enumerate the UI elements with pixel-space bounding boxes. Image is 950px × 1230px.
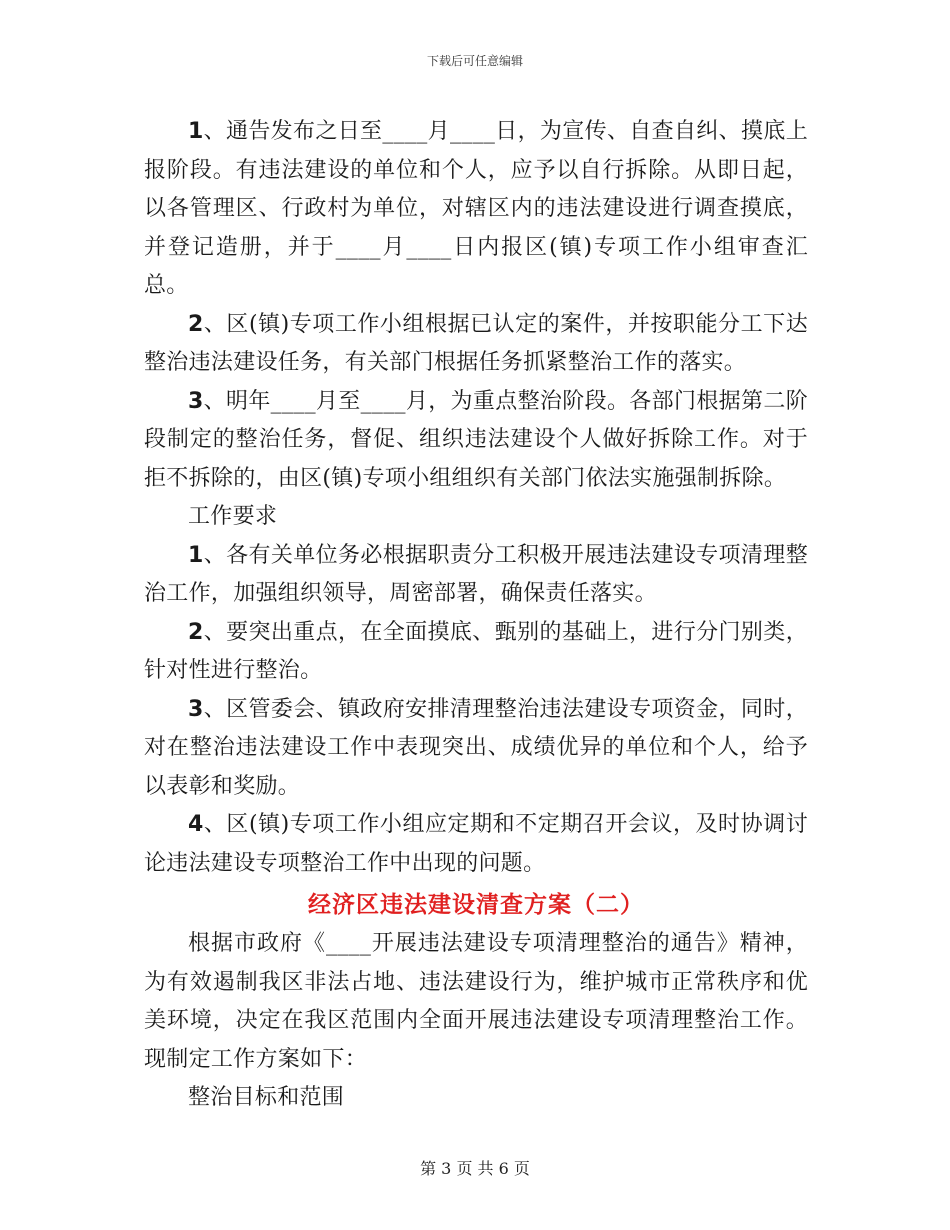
paragraph-text: 、区(镇)专项工作小组应定期和不定期召开会议，及时协调讨论违法建设专项整治工作中出现的问题。 <box>144 812 808 876</box>
paragraph-text: 、区管委会、镇政府安排清理整治违法建设专项资金，同时，对在整治违法建设工作中表现突出、成绩优异的单位和个人，给予以表彰和奖励。 <box>144 696 808 799</box>
paragraph <box>144 383 808 499</box>
item-number: 2 <box>188 311 204 337</box>
document-body <box>144 113 808 1118</box>
item-number: 1 <box>188 119 204 144</box>
subheading-text: 整治目标和范围 <box>188 1085 345 1110</box>
paragraph-text: 、要突出重点，在全面摸底、甄别的基础上，进行分门别类，针对性进行整治。 <box>144 619 808 683</box>
item-number: 3 <box>188 696 204 722</box>
item-number: 3 <box>188 388 204 414</box>
item-number: 2 <box>188 619 204 645</box>
paragraph <box>144 925 808 1079</box>
paragraph <box>144 691 808 807</box>
subheading <box>144 1079 808 1118</box>
item-number: 1 <box>188 542 204 568</box>
paragraph <box>144 306 808 383</box>
paragraph <box>144 614 808 691</box>
page-header: 下载后可任意编辑 <box>426 54 523 68</box>
paragraph-text: 、明年____月至____月，为重点整治阶段。各部门根据第二阶段制定的整治任务，督促、组织违法建设个人做好拆除工作。对于拒不拆除的，由区(镇)专项小组组织有关部门依法实施强制拆除。 <box>144 388 808 491</box>
paragraph <box>144 806 808 883</box>
page-footer: 第 3 页 共 6 页 <box>420 1159 530 1178</box>
paragraph-text: 、通告发布之日至____月____日，为宣传、自查自纠、摸底上报阶段。有违法建设的单位和个人，应予以自行拆除。从即日起，以各管理区、行政村为单位，对辖区内的违法建设进行调查摸底，并登记造册，并于____月____日内报区(镇)专项工作小组审查汇总。 <box>144 119 808 298</box>
paragraph <box>144 537 808 614</box>
paragraph <box>144 113 808 306</box>
item-number: 4 <box>188 812 204 837</box>
paragraph-text: 、各有关单位务必根据职责分工积极开展违法建设专项清理整治工作，加强组织领导，周密部署，确保责任落实。 <box>144 542 808 606</box>
paragraph-text: 、区(镇)专项工作小组根据已认定的案件，并按职能分工下达整治违法建设任务，有关部门根据任务抓紧整治工作的落实。 <box>144 311 808 375</box>
section-title: 经济区违法建设清查方案（二） <box>308 892 644 918</box>
paragraph-text: 根据市政府《____开展违法建设专项清理整治的通告》精神，为有效遏制我区非法占地、违法建设行为，维护城市正常秩序和优美环境，决定在我区范围内全面开展违法建设专项清理整治工作。现制定工作方案如下： <box>144 931 808 1072</box>
subheading <box>144 498 808 537</box>
subheading-text: 工作要求 <box>188 504 278 529</box>
